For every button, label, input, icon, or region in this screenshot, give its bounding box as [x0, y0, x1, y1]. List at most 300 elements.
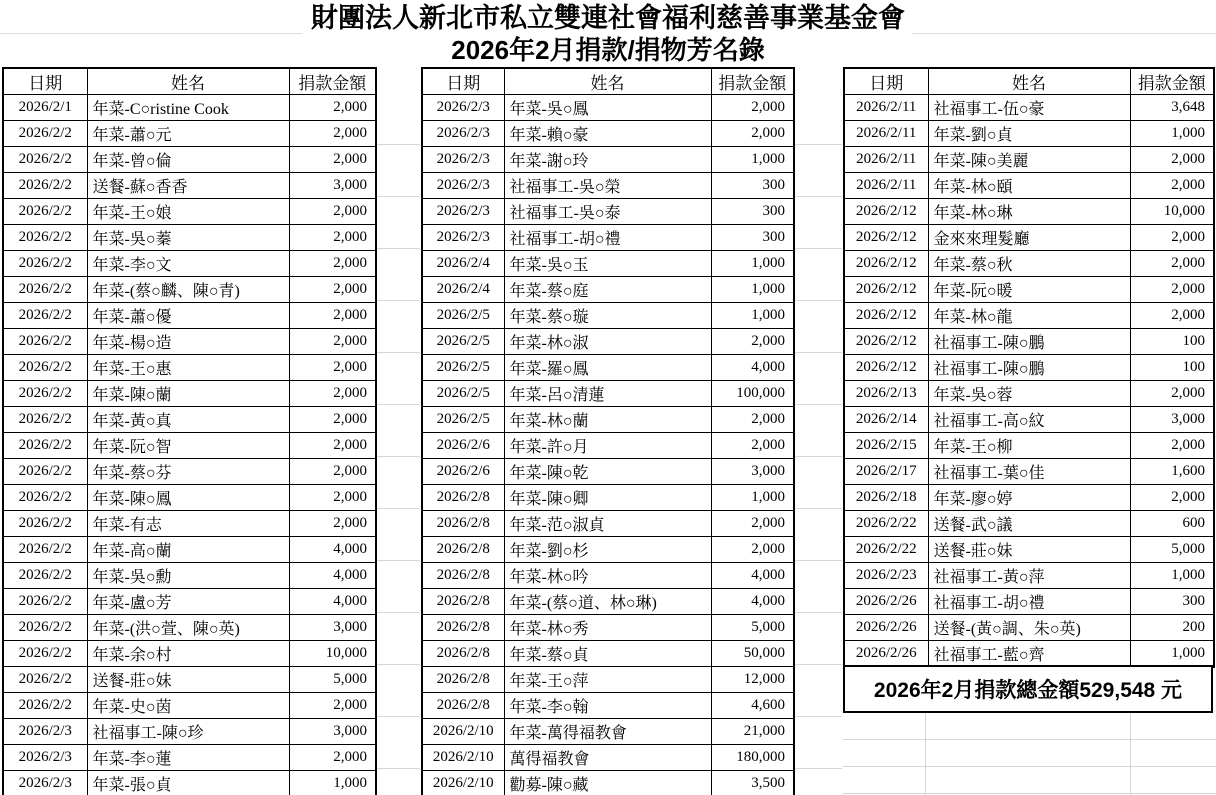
table-row	[3, 355, 376, 381]
amount-cell: 2,000	[289, 95, 376, 121]
amount-cell: 4,000	[289, 563, 376, 589]
date-header: 日期	[844, 68, 928, 95]
name-cell: 社福事工-葉○佳	[928, 459, 1130, 485]
amount-cell: 2,000	[289, 303, 376, 329]
amount-cell: 2,000	[289, 381, 376, 407]
date-cell: 2026/2/11	[844, 173, 928, 199]
table-row	[844, 355, 1214, 381]
amount-cell: 2,000	[1130, 303, 1214, 329]
date-cell: 2026/2/8	[422, 693, 504, 719]
date-cell: 2026/2/10	[422, 745, 504, 771]
name-cell: 年菜-林○蘭	[504, 407, 711, 433]
donor-table-middle	[421, 67, 795, 795]
name-cell: 社福事工-吳○榮	[504, 173, 711, 199]
amount-cell: 3,000	[289, 615, 376, 641]
name-cell: 年菜-范○淑貞	[504, 511, 711, 537]
table-row	[422, 329, 794, 355]
date-cell: 2026/2/12	[844, 303, 928, 329]
name-header: 姓名	[87, 68, 289, 95]
date-cell: 2026/2/12	[844, 329, 928, 355]
amount-cell: 2,000	[1130, 173, 1214, 199]
name-cell: 年菜-李○文	[87, 251, 289, 277]
date-cell: 2026/2/10	[422, 719, 504, 745]
date-cell: 2026/2/3	[3, 745, 87, 771]
date-cell: 2026/2/1	[3, 95, 87, 121]
date-cell: 2026/2/8	[422, 615, 504, 641]
date-cell: 2026/2/23	[844, 563, 928, 589]
date-cell: 2026/2/3	[422, 225, 504, 251]
table-row	[844, 173, 1214, 199]
date-cell: 2026/2/2	[3, 537, 87, 563]
table-row	[422, 589, 794, 615]
amount-cell: 100,000	[711, 381, 794, 407]
name-cell: 社福事工-藍○齊	[928, 641, 1130, 667]
table-row	[844, 641, 1214, 667]
date-cell: 2026/2/2	[3, 303, 87, 329]
table-row	[3, 329, 376, 355]
name-cell: 年菜-林○龍	[928, 303, 1130, 329]
date-cell: 2026/2/2	[3, 511, 87, 537]
table-row	[422, 433, 794, 459]
date-cell: 2026/2/10	[422, 771, 504, 795]
table-row	[422, 485, 794, 511]
date-cell: 2026/2/5	[422, 329, 504, 355]
table-row	[3, 147, 376, 173]
table-row	[3, 537, 376, 563]
monthly-total-text: 2026年2月捐款總金額529,548 元	[873, 679, 1183, 702]
table-row	[422, 693, 794, 719]
amount-cell: 4,000	[711, 355, 794, 381]
table-row	[844, 537, 1214, 563]
name-cell: 社福事工-陳○鵬	[928, 329, 1130, 355]
table-row	[3, 381, 376, 407]
amount-cell: 2,000	[711, 95, 794, 121]
table-row	[422, 745, 794, 771]
amount-header: 捐款金額	[1130, 68, 1214, 95]
table-row	[844, 329, 1214, 355]
name-cell: 年菜-林○琳	[928, 199, 1130, 225]
amount-cell: 2,000	[289, 147, 376, 173]
amount-cell: 2,000	[289, 511, 376, 537]
table-row	[422, 537, 794, 563]
table-row	[422, 407, 794, 433]
date-header: 日期	[422, 68, 504, 95]
table-row	[844, 381, 1214, 407]
date-cell: 2026/2/4	[422, 251, 504, 277]
name-header: 姓名	[928, 68, 1130, 95]
date-cell: 2026/2/2	[3, 121, 87, 147]
table-row	[3, 641, 376, 667]
name-cell: 年菜-有志	[87, 511, 289, 537]
table-row	[3, 277, 376, 303]
table-row	[3, 251, 376, 277]
date-cell: 2026/2/26	[844, 589, 928, 615]
date-cell: 2026/2/5	[422, 407, 504, 433]
date-cell: 2026/2/11	[844, 95, 928, 121]
donor-table-right	[843, 67, 1215, 668]
table-row	[3, 121, 376, 147]
date-cell: 2026/2/2	[3, 147, 87, 173]
date-cell: 2026/2/26	[844, 641, 928, 667]
name-cell: 年菜-高○蘭	[87, 537, 289, 563]
amount-cell: 3,000	[1130, 407, 1214, 433]
table-row	[3, 485, 376, 511]
table-row	[3, 719, 376, 745]
page-subtitle: 2026年2月捐款/捐物芳名錄	[451, 35, 765, 65]
date-cell: 2026/2/12	[844, 251, 928, 277]
table-row	[844, 615, 1214, 641]
amount-cell: 2,000	[1130, 433, 1214, 459]
date-cell: 2026/2/2	[3, 329, 87, 355]
name-cell: 年菜-李○翰	[504, 693, 711, 719]
amount-cell: 2,000	[1130, 147, 1214, 173]
amount-cell: 300	[711, 225, 794, 251]
table-row	[422, 381, 794, 407]
date-cell: 2026/2/4	[422, 277, 504, 303]
amount-cell: 300	[711, 173, 794, 199]
name-cell: 年菜-蔡○秋	[928, 251, 1130, 277]
monthly-total-box	[843, 665, 1213, 713]
date-cell: 2026/2/8	[422, 511, 504, 537]
date-cell: 2026/2/5	[422, 303, 504, 329]
amount-cell: 4,000	[289, 537, 376, 563]
name-cell: 年菜-(洪○萱、陳○英)	[87, 615, 289, 641]
name-cell: 社福事工-胡○禮	[928, 589, 1130, 615]
name-cell: 年菜-陳○乾	[504, 459, 711, 485]
name-cell: 年菜-萬得福教會	[504, 719, 711, 745]
name-cell: 年菜-王○萍	[504, 667, 711, 693]
header-row	[844, 68, 1214, 95]
date-cell: 2026/2/8	[422, 641, 504, 667]
table-row	[422, 95, 794, 121]
amount-cell: 2,000	[711, 433, 794, 459]
amount-cell: 10,000	[1130, 199, 1214, 225]
table-row	[3, 407, 376, 433]
date-cell: 2026/2/8	[422, 589, 504, 615]
amount-cell: 1,000	[1130, 641, 1214, 667]
table-row	[422, 641, 794, 667]
name-cell: 年菜-蔡○庭	[504, 277, 711, 303]
date-cell: 2026/2/8	[422, 537, 504, 563]
date-cell: 2026/2/3	[3, 719, 87, 745]
table-row	[844, 251, 1214, 277]
name-cell: 社福事工-高○紋	[928, 407, 1130, 433]
table-row	[844, 199, 1214, 225]
amount-cell: 600	[1130, 511, 1214, 537]
date-cell: 2026/2/26	[844, 615, 928, 641]
date-cell: 2026/2/2	[3, 485, 87, 511]
name-cell: 年菜-劉○杉	[504, 537, 711, 563]
name-cell: 年菜-王○惠	[87, 355, 289, 381]
name-cell: 年菜-許○月	[504, 433, 711, 459]
name-cell: 年菜-吳○勳	[87, 563, 289, 589]
table-row	[422, 225, 794, 251]
amount-cell: 2,000	[289, 485, 376, 511]
date-cell: 2026/2/2	[3, 459, 87, 485]
amount-cell: 3,000	[711, 459, 794, 485]
amount-cell: 2,000	[711, 329, 794, 355]
table-row	[422, 147, 794, 173]
amount-cell: 1,000	[711, 277, 794, 303]
amount-cell: 180,000	[711, 745, 794, 771]
name-cell: 年菜-吳○蓉	[928, 381, 1130, 407]
amount-cell: 2,000	[1130, 485, 1214, 511]
date-cell: 2026/2/15	[844, 433, 928, 459]
amount-cell: 1,000	[711, 147, 794, 173]
date-cell: 2026/2/3	[422, 199, 504, 225]
date-cell: 2026/2/12	[844, 199, 928, 225]
name-cell: 年菜-賴○豪	[504, 121, 711, 147]
amount-cell: 50,000	[711, 641, 794, 667]
table-row	[422, 355, 794, 381]
date-cell: 2026/2/13	[844, 381, 928, 407]
name-cell: 年菜-王○娘	[87, 199, 289, 225]
amount-cell: 5,000	[1130, 537, 1214, 563]
date-cell: 2026/2/5	[422, 381, 504, 407]
date-cell: 2026/2/12	[844, 277, 928, 303]
name-cell: 年菜-蔡○貞	[504, 641, 711, 667]
amount-cell: 2,000	[289, 407, 376, 433]
name-cell: 年菜-阮○暖	[928, 277, 1130, 303]
amount-cell: 2,000	[711, 537, 794, 563]
date-cell: 2026/2/18	[844, 485, 928, 511]
table-row	[844, 225, 1214, 251]
date-header: 日期	[3, 68, 87, 95]
date-cell: 2026/2/6	[422, 459, 504, 485]
name-cell: 年菜-陳○鳳	[87, 485, 289, 511]
amount-cell: 2,000	[289, 355, 376, 381]
date-cell: 2026/2/12	[844, 355, 928, 381]
date-cell: 2026/2/3	[3, 771, 87, 795]
table-row	[3, 771, 376, 795]
name-cell: 社福事工-胡○禮	[504, 225, 711, 251]
amount-cell: 1,600	[1130, 459, 1214, 485]
table-row	[3, 563, 376, 589]
name-cell: 社福事工-黃○萍	[928, 563, 1130, 589]
table-row	[422, 511, 794, 537]
date-cell: 2026/2/11	[844, 121, 928, 147]
table-row	[422, 173, 794, 199]
amount-cell: 2,000	[289, 745, 376, 771]
name-cell: 年菜-吳○鳳	[504, 95, 711, 121]
amount-cell: 1,000	[289, 771, 376, 795]
page-title: 財團法人新北市私立雙連社會福利慈善事業基金會	[311, 3, 905, 33]
gridline	[1130, 713, 1131, 795]
name-cell: 送餐-武○議	[928, 511, 1130, 537]
date-cell: 2026/2/2	[3, 407, 87, 433]
name-cell: 年菜-蔡○芬	[87, 459, 289, 485]
table-row	[844, 95, 1214, 121]
amount-cell: 21,000	[711, 719, 794, 745]
amount-cell: 3,648	[1130, 95, 1214, 121]
date-cell: 2026/2/3	[422, 95, 504, 121]
table-row	[3, 199, 376, 225]
amount-cell: 2,000	[289, 433, 376, 459]
amount-cell: 2,000	[711, 407, 794, 433]
table-row	[844, 511, 1214, 537]
amount-cell: 1,000	[1130, 121, 1214, 147]
amount-cell: 300	[711, 199, 794, 225]
donor-table-left	[2, 67, 377, 795]
date-cell: 2026/2/22	[844, 511, 928, 537]
name-cell: 年菜-黃○真	[87, 407, 289, 433]
amount-cell: 100	[1130, 329, 1214, 355]
date-cell: 2026/2/2	[3, 199, 87, 225]
name-cell: 送餐-蘇○香香	[87, 173, 289, 199]
table-row	[3, 225, 376, 251]
date-cell: 2026/2/8	[422, 485, 504, 511]
amount-cell: 4,000	[711, 589, 794, 615]
amount-header: 捐款金額	[711, 68, 794, 95]
amount-cell: 2,000	[711, 121, 794, 147]
table-row	[422, 719, 794, 745]
header-row	[422, 68, 794, 95]
amount-cell: 3,500	[711, 771, 794, 795]
amount-cell: 300	[1130, 589, 1214, 615]
table-row	[422, 615, 794, 641]
name-cell: 年菜-史○茵	[87, 693, 289, 719]
date-cell: 2026/2/22	[844, 537, 928, 563]
table-row	[422, 459, 794, 485]
name-cell: 送餐-(黃○調、朱○英)	[928, 615, 1130, 641]
amount-cell: 2,000	[289, 199, 376, 225]
date-cell: 2026/2/2	[3, 225, 87, 251]
table-row	[422, 667, 794, 693]
date-cell: 2026/2/11	[844, 147, 928, 173]
name-cell: 年菜-林○秀	[504, 615, 711, 641]
table-row	[422, 563, 794, 589]
amount-cell: 2,000	[1130, 225, 1214, 251]
amount-cell: 2,000	[289, 225, 376, 251]
name-cell: 年菜-羅○鳳	[504, 355, 711, 381]
table-row	[844, 303, 1214, 329]
name-cell: 年菜-蕭○優	[87, 303, 289, 329]
date-cell: 2026/2/2	[3, 433, 87, 459]
amount-cell: 2,000	[1130, 381, 1214, 407]
amount-cell: 2,000	[289, 693, 376, 719]
date-cell: 2026/2/12	[844, 225, 928, 251]
table-row	[422, 251, 794, 277]
date-cell: 2026/2/2	[3, 667, 87, 693]
date-cell: 2026/2/2	[3, 615, 87, 641]
date-cell: 2026/2/2	[3, 589, 87, 615]
table-row	[844, 277, 1214, 303]
gridline-gap	[794, 93, 842, 795]
date-cell: 2026/2/3	[422, 121, 504, 147]
amount-cell: 2,000	[711, 511, 794, 537]
amount-cell: 3,000	[289, 719, 376, 745]
date-cell: 2026/2/2	[3, 355, 87, 381]
amount-cell: 1,000	[711, 303, 794, 329]
date-cell: 2026/2/17	[844, 459, 928, 485]
date-cell: 2026/2/8	[422, 563, 504, 589]
date-cell: 2026/2/2	[3, 277, 87, 303]
name-cell: 勸募-陳○藏	[504, 771, 711, 795]
amount-cell: 12,000	[711, 667, 794, 693]
table-row	[844, 485, 1214, 511]
table-row	[844, 433, 1214, 459]
amount-cell: 4,600	[711, 693, 794, 719]
amount-cell: 4,000	[289, 589, 376, 615]
amount-cell: 2,000	[289, 277, 376, 303]
table-row	[3, 745, 376, 771]
table-row	[844, 147, 1214, 173]
date-cell: 2026/2/2	[3, 251, 87, 277]
date-cell: 2026/2/3	[422, 147, 504, 173]
date-cell: 2026/2/2	[3, 381, 87, 407]
table-row	[422, 303, 794, 329]
table-row	[844, 121, 1214, 147]
date-cell: 2026/2/2	[3, 173, 87, 199]
table-row	[3, 459, 376, 485]
name-cell: 年菜-呂○清蓮	[504, 381, 711, 407]
name-cell: 年菜-吳○蓁	[87, 225, 289, 251]
name-cell: 金來來理髮廳	[928, 225, 1130, 251]
name-cell: 年菜-曾○倫	[87, 147, 289, 173]
name-cell: 社福事工-陳○鵬	[928, 355, 1130, 381]
date-cell: 2026/2/2	[3, 563, 87, 589]
amount-cell: 5,000	[289, 667, 376, 693]
date-cell: 2026/2/8	[422, 667, 504, 693]
amount-cell: 200	[1130, 615, 1214, 641]
table-row	[3, 615, 376, 641]
table-row	[3, 511, 376, 537]
date-cell: 2026/2/3	[422, 173, 504, 199]
name-cell: 年菜-陳○美麗	[928, 147, 1130, 173]
amount-cell: 2,000	[289, 459, 376, 485]
table-row	[422, 771, 794, 795]
table-row	[3, 589, 376, 615]
name-cell: 年菜-謝○玲	[504, 147, 711, 173]
table-row	[422, 199, 794, 225]
amount-cell: 2,000	[1130, 277, 1214, 303]
name-cell: 年菜-阮○智	[87, 433, 289, 459]
date-cell: 2026/2/2	[3, 641, 87, 667]
name-cell: 年菜-劉○貞	[928, 121, 1130, 147]
name-cell: 社福事工-伍○豪	[928, 95, 1130, 121]
name-cell: 送餐-莊○妹	[928, 537, 1130, 563]
name-cell: 年菜-余○村	[87, 641, 289, 667]
name-cell: 年菜-張○貞	[87, 771, 289, 795]
date-cell: 2026/2/2	[3, 693, 87, 719]
amount-cell: 3,000	[289, 173, 376, 199]
amount-header: 捐款金額	[289, 68, 376, 95]
amount-cell: 1,000	[1130, 563, 1214, 589]
table-row	[3, 693, 376, 719]
name-cell: 年菜-蔡○璇	[504, 303, 711, 329]
amount-cell: 10,000	[289, 641, 376, 667]
amount-cell: 2,000	[289, 329, 376, 355]
date-cell: 2026/2/6	[422, 433, 504, 459]
name-cell: 年菜-林○吟	[504, 563, 711, 589]
table-row	[844, 407, 1214, 433]
name-cell: 年菜-李○蓮	[87, 745, 289, 771]
name-header: 姓名	[504, 68, 711, 95]
name-cell: 年菜-林○淑	[504, 329, 711, 355]
table-row	[3, 303, 376, 329]
amount-cell: 2,000	[1130, 251, 1214, 277]
header-row	[3, 68, 376, 95]
table-row	[3, 667, 376, 693]
name-cell: 年菜-陳○蘭	[87, 381, 289, 407]
date-cell: 2026/2/5	[422, 355, 504, 381]
amount-cell: 2,000	[289, 251, 376, 277]
amount-cell: 4,000	[711, 563, 794, 589]
date-cell: 2026/2/14	[844, 407, 928, 433]
gridline	[925, 713, 926, 795]
amount-cell: 2,000	[289, 121, 376, 147]
table-row	[844, 589, 1214, 615]
